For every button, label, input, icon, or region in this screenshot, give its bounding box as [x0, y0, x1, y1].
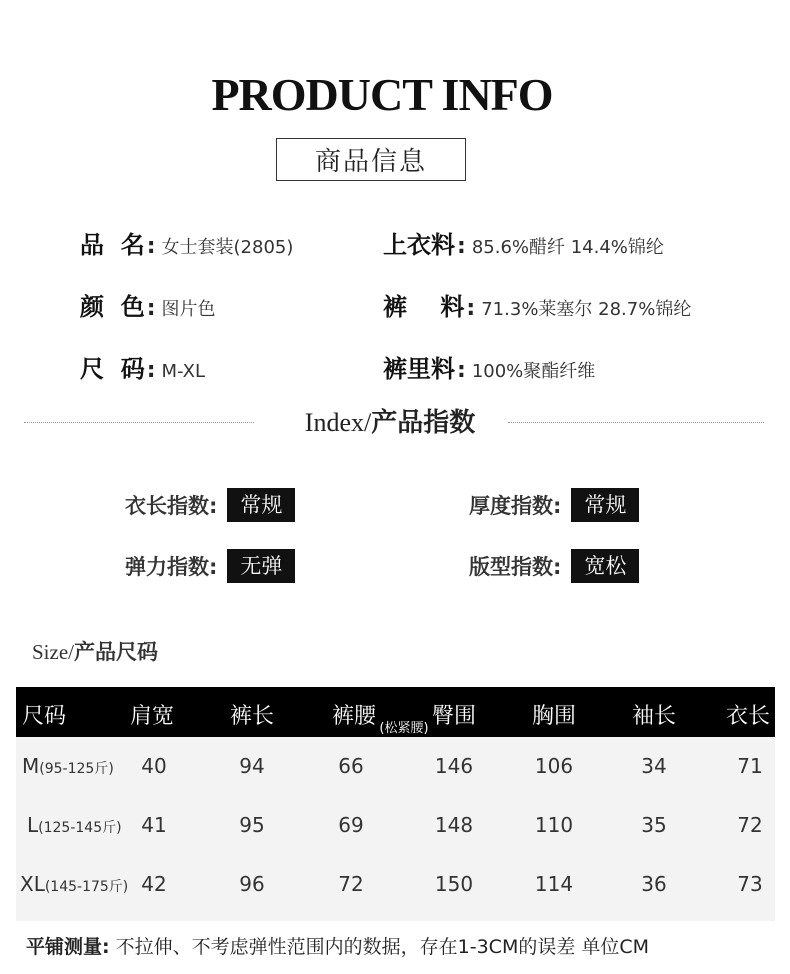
table-cell: 35	[641, 813, 667, 837]
size-section-title	[32, 636, 158, 666]
table-cell: 69	[338, 813, 364, 837]
size-name: L	[27, 813, 39, 837]
info-value: 85.6%醋纤 14.4%锦纶	[471, 237, 664, 258]
info-value: M-XL	[161, 361, 206, 382]
info-label: 裤 料	[383, 293, 465, 321]
info-colon: :	[146, 358, 156, 383]
info-label: 品 名	[80, 231, 145, 259]
table-cell: 66	[338, 754, 364, 778]
size-range: (125-145斤)	[38, 820, 122, 836]
index-badge: 常规	[227, 488, 295, 522]
table-cell: 73	[737, 872, 763, 896]
note-key: 平铺测量:	[26, 936, 110, 958]
table-cell: 34	[641, 754, 667, 778]
header-size: 尺码	[22, 704, 67, 729]
index-badge: 常规	[571, 488, 639, 522]
header-sleeve: 袖长	[631, 704, 677, 729]
page-title: PRODUCT INFO	[211, 69, 553, 120]
size-title-en: Size/	[32, 640, 74, 664]
note-text: 不拉伸、不考虑弹性范围内的数据，存在1-3CM的误差 单位CM	[109, 936, 650, 958]
header-waist-note: (松紧腰)	[379, 721, 429, 736]
size-name: M	[22, 754, 40, 778]
info-label: 尺 码	[80, 355, 145, 383]
table-cell: 95	[239, 813, 265, 837]
header-chest: 胸围	[531, 704, 577, 729]
row-size-label	[27, 813, 122, 837]
info-colon: :	[457, 234, 466, 259]
info-row-name	[80, 225, 293, 257]
table-cell: 150	[434, 872, 474, 896]
size-range: (95-125斤)	[39, 761, 114, 777]
table-cell: 72	[338, 872, 364, 896]
index-thickness	[469, 488, 639, 522]
table-cell: 71	[737, 754, 763, 778]
info-row-top-fabric	[383, 225, 664, 257]
info-label: 颜 色	[80, 293, 145, 321]
size-table	[16, 687, 775, 921]
table-cell: 42	[141, 872, 167, 896]
index-label: 弹力指数:	[125, 555, 218, 579]
index-section-title	[0, 402, 780, 439]
row-size-label	[20, 872, 128, 896]
info-row-pants-fabric	[383, 287, 691, 319]
info-row-lining	[383, 349, 595, 381]
table-cell: 41	[141, 813, 167, 837]
info-colon: :	[466, 296, 476, 321]
info-value: 100%聚酯纤维	[471, 361, 596, 382]
size-title-cn: 产品尺码	[74, 640, 158, 664]
header-shoulder: 肩宽	[129, 704, 175, 729]
info-value: 女士套装(2805)	[161, 237, 294, 258]
row-size-label	[22, 754, 114, 778]
size-table-header	[16, 687, 775, 737]
index-length	[125, 488, 295, 522]
table-cell: 110	[534, 813, 574, 837]
info-label: 上衣料	[383, 231, 455, 259]
table-cell: 146	[434, 754, 474, 778]
info-value: 71.3%莱塞尔 28.7%锦纶	[481, 299, 692, 320]
table-cell: 36	[641, 872, 667, 896]
subtitle-box: 商品信息	[276, 138, 466, 181]
info-label: 裤里料	[383, 355, 455, 383]
index-title-en: Index/	[304, 408, 372, 437]
header-hip: 臀围	[431, 704, 477, 729]
header-waist: 裤腰	[331, 704, 377, 729]
table-cell: 72	[737, 813, 763, 837]
table-cell: 96	[239, 872, 265, 896]
size-name: XL	[20, 872, 45, 896]
index-label: 版型指数:	[469, 555, 562, 579]
measurement-note	[26, 932, 649, 959]
index-title-cn: 产品指数	[371, 408, 476, 438]
table-cell: 148	[434, 813, 474, 837]
index-label: 衣长指数:	[125, 494, 218, 518]
info-colon: :	[146, 234, 156, 259]
info-colon: :	[457, 358, 466, 383]
header-top-length: 衣长	[725, 704, 771, 729]
index-badge: 无弹	[227, 549, 295, 583]
size-range: (145-175斤)	[44, 879, 129, 895]
table-cell: 114	[534, 872, 574, 896]
info-row-size	[80, 349, 205, 381]
header-pants-length: 裤长	[229, 704, 275, 729]
table-cell: 94	[239, 754, 265, 778]
index-badge: 宽松	[571, 549, 639, 583]
info-value: 图片色	[161, 299, 216, 320]
table-cell: 40	[141, 754, 167, 778]
index-elasticity	[125, 549, 295, 583]
info-row-color	[80, 287, 216, 319]
table-cell: 106	[534, 754, 574, 778]
info-colon: :	[146, 296, 156, 321]
index-label: 厚度指数:	[469, 494, 562, 518]
index-fit	[469, 549, 639, 583]
